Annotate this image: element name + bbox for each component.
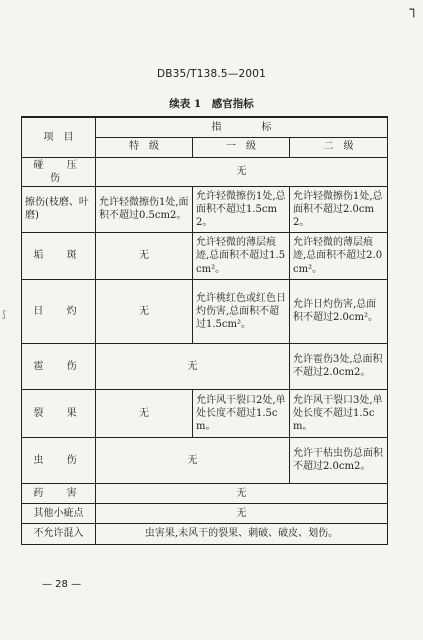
- row-all-grades: 虫害果,未风干的裂果、刺破、破皮、划伤。: [96, 523, 388, 544]
- cell-special-first: 无: [96, 437, 290, 483]
- cell-second: 允许干枯虫伤总面积不超过2.0cm2。: [290, 437, 388, 483]
- standard-number: DB35/T138.5—2001: [156, 68, 267, 80]
- row-item: 裂 果: [22, 389, 96, 437]
- cell-special: 允许轻微擦伤1处,面积不超过0.5cm2。: [96, 186, 193, 232]
- page-number: — 28 —: [42, 579, 82, 590]
- row-all-grades: 无: [96, 157, 388, 186]
- row-all-grades: 无: [96, 503, 388, 523]
- cell-first: 允许轻微的薄层痕迹,总面积不超过1.5cm²。: [193, 232, 290, 279]
- cell-special: 无: [96, 279, 193, 343]
- row-item: 碰 压 伤: [22, 157, 96, 186]
- cell-special: 无: [96, 389, 193, 437]
- margin-mark: ʃ: [3, 310, 6, 320]
- cell-second: 允许轻微的薄层痕迹,总面积不超过2.0cm²。: [290, 232, 388, 279]
- header-grade-second: 二 级: [290, 137, 388, 157]
- table-row: [22, 343, 388, 389]
- header-item: 项 目: [22, 117, 96, 157]
- table-caption: 续表 1 感官指标: [169, 98, 254, 110]
- row-item: 雹 伤: [22, 343, 96, 389]
- row-item: 药 害: [22, 483, 96, 503]
- row-item: 其他小疵点: [22, 503, 96, 523]
- row-item: 不允许混入: [22, 523, 96, 544]
- table-row: [22, 279, 388, 343]
- cell-first: 允许桃红色或红色日灼伤害,总面积不超过1.5cm²。: [193, 279, 290, 343]
- row-item: 擦伤(枝磨、叶磨): [22, 186, 96, 232]
- header-grade-special: 特 级: [96, 137, 193, 157]
- table-row: [22, 503, 388, 523]
- cell-second: 允许雹伤3处,总面积不超过2.0cm2。: [290, 343, 388, 389]
- table-row: [22, 523, 388, 544]
- table-row: [22, 157, 388, 186]
- table-row: [22, 389, 388, 437]
- cell-second: 允许轻微擦伤1处,总面积不超过2.0cm2。: [290, 186, 388, 232]
- sensory-indicator-table: [21, 116, 388, 545]
- header-grade-first: 一 级: [193, 137, 290, 157]
- cell-second: 允许风干裂口3处,单处长度不超过1.5cm。: [290, 389, 388, 437]
- corner-mark: ┐: [409, 2, 418, 18]
- table-row: [22, 232, 388, 279]
- cell-first: 允许轻微擦伤1处,总面积不超过1.5cm2。: [193, 186, 290, 232]
- table-row: [22, 483, 388, 503]
- row-item: 虫 伤: [22, 437, 96, 483]
- row-item: 日 灼: [22, 279, 96, 343]
- row-item: 垢 斑: [22, 232, 96, 279]
- table-row: [22, 186, 388, 232]
- table-row: [22, 437, 388, 483]
- cell-special-first: 无: [96, 343, 290, 389]
- row-all-grades: 无: [96, 483, 388, 503]
- cell-second: 允许日灼伤害,总面积不超过2.0cm²。: [290, 279, 388, 343]
- header-indicator: 指 标: [96, 117, 388, 137]
- cell-special: 无: [96, 232, 193, 279]
- cell-first: 允许风干裂口2处,单处长度不超过1.5cm。: [193, 389, 290, 437]
